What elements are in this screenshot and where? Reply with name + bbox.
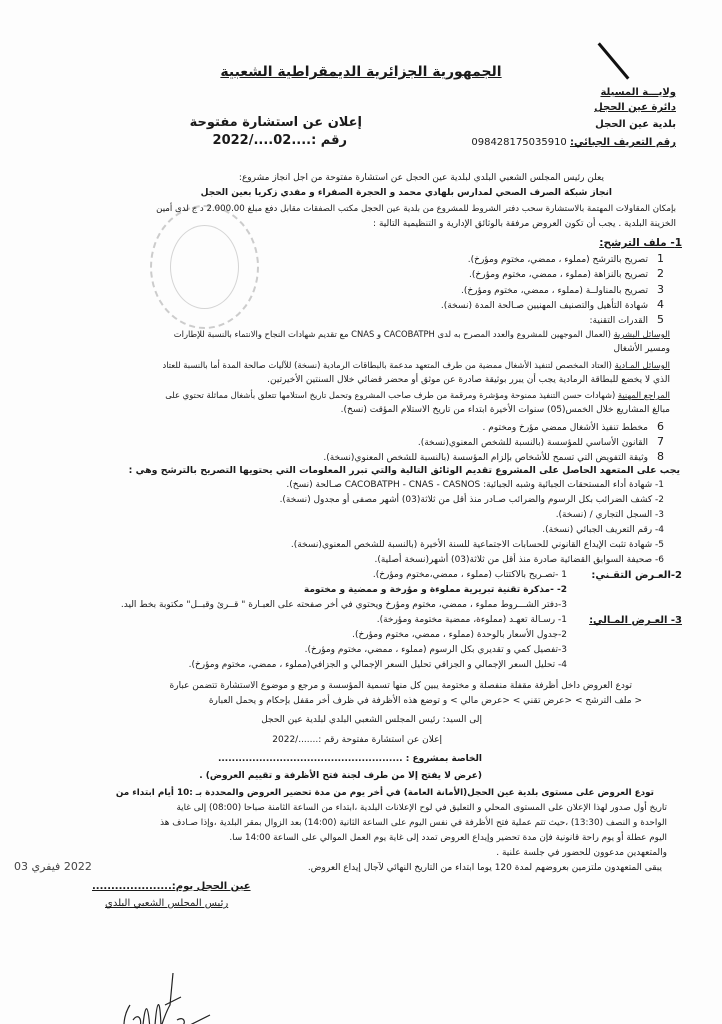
commune: بلدية عين الحجل [595,119,676,130]
list-item: 5القدرات التقنية: [589,313,664,326]
professional-references: المراجع المهنية (شهادات حسن التنفيذ ممنوحة ومؤشرة ومرقمة من طرف صاحب المشروع وتحمل تاريخ استلامها تتعلق بأشغال مماثلة تحتوي على [165,390,670,400]
project-title: انجاز شبكة الصرف الصحي لمدارس بلهادي محمد و الحجرة الصفراء و مفدي زكريا بعين الحجل [200,188,612,198]
signatory-title: رئيس المجلس الشعبي البلدي [105,898,229,909]
date-stamp: 2022 فيفري 03 [14,860,92,873]
envelope-addressee: إلى السيد: رئيس المجلس الشعبي البلدي لبلدية عين الحجل [261,715,482,725]
list-item: 1تصريح بالترشح (مملوء ، ممضي، مختوم ومؤرخ). [467,252,664,265]
wilaya: ولايـــة المسيلة [600,87,676,98]
signature [115,965,215,1024]
winner-heading: يجب على المتعهد الحاصل على المشروع تقديم الوثائق التالية والتي تبرر المعلومات التي يحتويها التصريح بالترشح وهي : [128,465,680,476]
official-stamp [150,205,259,329]
list-item: 1- رسـالة تعهـد (مملوءة، ممضية مختومة ومؤرخة). [376,615,567,625]
list-item: 2- كشف الضرائب بكل الرسوم والضرائب صـادر منذ أقل من ثلاثة(03) أشهر مصفى أو مجدول (نسخة). [279,495,664,505]
tax-id-label: رقم التعريف الجبائي: [569,137,676,148]
place-date: عين الحجل يوم:..................... [92,881,251,892]
list-item: 3-دفتر الشـــروط مملوء ، ممضي، مختوم ومؤرخ ويحتوي في أخر صفحته على العبـارة " قــرئ وقبــل" مكتوبة بخط اليد. [120,600,567,610]
intro-line: الخزينة البلدية . يجب أن تكون العروض مرفقة بالوثائق الإدارية و التنظيمية التالية : [373,219,676,229]
professional-references-cont: مبالغ المشاريع خلال الخمس(05) سنوات الأخيرة ابتداء من تاريخ الاستلام المؤقت (نسخ). [340,405,670,415]
list-item: 4- رقم التعريف الجبائي (نسخة). [542,525,664,535]
list-item: 6مخطط تنفيذ الأشغال ممضي مؤرخ ومختوم . [482,420,664,433]
intro-line: بإمكان المقاولات المهتمة بالاستشارة سحب دفتر الشروط للمشروع من بلدية عين الحجل مكتب الصفقات مقابل دفع مبلغ 2.000.00 د ج لدى أمين [156,204,676,214]
envelope-line: < ملف الترشح > <عرض تقني > <عرض مالي > و توضع هذه الأظرفة في ظرف أخر مقفل بإحكام و يحمل العبارة [208,696,642,706]
human-resources: الوسائل البشرية (العمال الموجهين للمشروع والعدد المصرح به لدى CACOBATPH و CNAS مع تقديم شهادات النجاح والانتماء بالنسبة للإطارات [173,329,670,339]
announcement-title: إعلان عن استشارة مفتوحة [189,115,362,130]
list-item: 3تصريح بالمناولــة (مملوء ، ممضي، مختوم ومؤرخ). [460,283,664,296]
human-resources-cont: ومسير الأشغال [613,344,670,354]
envelope-project: الخاصة بمشروع : ...................................................... [217,754,482,764]
envelope-note: (عرض لا يفتح إلا من طرف لجنة فتح الأظرفة و تقييم العروض) . [199,771,482,781]
deposit-line: والمتعهدين مدعوون للحضور في جلسة علنية . [496,848,667,858]
financial-heading: 3- العـرض المـالي: [589,615,682,626]
deposit-line: تودع العروض على مستوى بلدية عين الحجل(الأمانة العامة) في أخر يوم من مدة تحضير العروض والمحددة بـ :10 أيام ابتداء من [115,788,654,798]
validity-line: يبقى المتعهدون ملتزمين بعروضهم لمدة 120 يوما ابتداء من التاريخ النهائي لآجال إيداع العروض. [307,863,662,873]
list-item: 1- شهادة أداء المستحقات الجبائية وشبه الجبائية: CACOBATPH - CNAS - CASNOS صـالحة (نسخ). [286,480,664,490]
list-item: 2- -مذكرة تقنية تبريرية مملوءة و مؤرخة و ممضية و مختومة [303,585,567,595]
list-item: 4- تحليل السعر الإجمالي و الجزافي تحليل السعر الإجمالي و الجزافي(مملوء ، ممضي، مختوم ومؤرخ). [188,660,567,670]
envelope-line: تودع العروض داخل أظرفة مقفلة منفصلة و مختومة يبين كل منها تسمية المؤسسة و مرجع و موضوع الاستشارة تتضمن عبارة [169,681,632,691]
deposit-line: تاريخ أول صدور لهذا الإعلان على المستوى المحلي و التعليق في لوح الإعلانات البلدية ،ابتداء من الساعة الثامنة صباحا (08:00) إلى غاية [176,803,667,813]
material-resources-cont: الذي لا يخضع للبطاقة الرمادية يجب أن يبرر بوثيقة صادرة عن موثق أو محضر قضائي خلال السنتين الأخيرتين. [267,375,670,385]
list-item: 2-جدول الأسعار بالوحدة (مملوء ، ممضي، مختوم ومؤرخ). [352,630,567,640]
list-item: 3- السجل التجاري / (نسخة). [555,510,664,520]
list-item: 1 -تصـريح بالاكتتاب (مملوء ، ممضي،مختوم ومؤرخ). [372,570,567,580]
list-item: 7القانون الأساسي للمؤسسة (بالنسبة للشخص المعنوي(نسخة). [417,435,664,448]
announcement-number: رقم :....02..../2022 [212,133,347,148]
envelope-announcement: إعلان عن استشارة مفتوحة رقم :......./2022 [272,735,442,745]
tax-id-line [471,136,676,149]
list-item: 5- شهادة تثبت الإيداع القانوني للحسابات الاجتماعية للسنة الأخيرة (بالنسبة للشخص المعنوي(نسخة). [290,540,664,550]
deposit-line: اليوم عطلة أو يوم راحة قانونية فإن مدة تحضير وإيداع العروض تمدد إلى غاية يوم العمل الموالي على الساعة 14:00 سا. [229,833,667,843]
list-item: 8وثيقة التفويض التي تسمح للأشخاص بإلزام المؤسسة (بالنسبة للشخص المعنوي(نسخة). [323,450,664,463]
technical-heading: 2-العـرض التقـني: [591,570,682,581]
republic-title: الجمهورية الجزائرية الديمقراطية الشعبية [220,64,502,80]
candidacy-heading: 1- ملف الترشح: [599,237,682,249]
list-item: 6- صحيفة السوابق القضائية صادرة منذ أقل من ثلاثة(03) أشهر(نسخة أصلية). [374,555,664,565]
list-item: 3-تفصيل كمي و تقديري بكل الرسوم (مملوء ، ممضي، مختوم ومؤرخ). [304,645,567,655]
list-item: 2تصريح بالنزاهة (مملوء ، ممضي، مختوم ومؤرخ). [469,267,664,280]
list-item: 4شهادة التأهيل والتصنيف المهنيين صـالحة المدة (نسخة). [440,298,664,311]
material-resources: الوسائل المـادية (العتاد المخصص لتنفيذ الأشغال ممضية من طرف المتعهد مدعمة بالبطاقات الرمادية (نسخة) للآليات صالحة المدة أما بالنسبة للعتاد [162,360,670,370]
deposit-line: الواحدة و النصف (13:30) ،حيث تتم عملية فتح الأظرفة في نفس اليوم على الساعة الثانية (14:00) بعد الزوال بمقر البلدية ،وإذا صـادف هذ [160,818,667,828]
intro-line: يعلن رئيس المجلس الشعبي البلدي لبلدية عين الحجل عن استشارة مفتوحة من اجل انجاز مشروع: [238,173,604,183]
daira: دائرة عين الحجل [594,102,676,113]
tax-id: 098428175035910 [471,137,567,148]
